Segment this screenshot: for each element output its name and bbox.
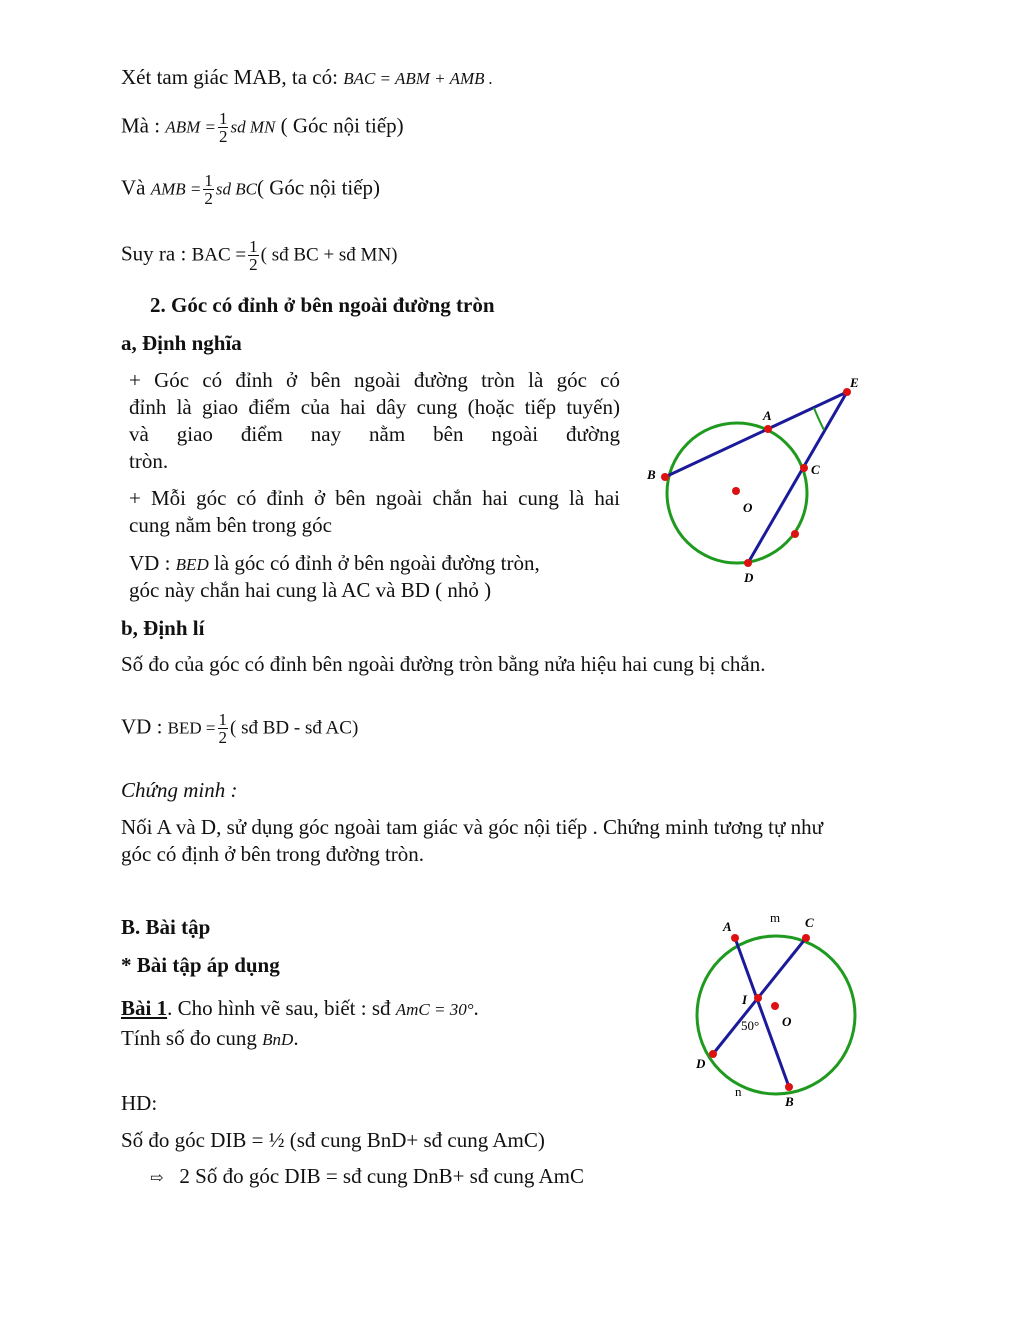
exercise-1-end: . bbox=[473, 996, 479, 1020]
point-C bbox=[802, 934, 810, 942]
point-I bbox=[754, 994, 762, 1002]
point-C bbox=[800, 464, 808, 472]
exercise-1-line-1 bbox=[121, 995, 479, 1023]
circle bbox=[697, 936, 855, 1094]
intro-line-1 bbox=[121, 64, 493, 92]
definition-p1-line-3: và giao điểm nay nằm bên ngoài đường bbox=[129, 422, 620, 446]
label-B: B bbox=[647, 467, 656, 482]
label-A: A bbox=[723, 919, 732, 934]
definition-p1-line-4: tròn. bbox=[129, 449, 169, 473]
point-D bbox=[709, 1050, 717, 1058]
arrow-icon: ⇨ bbox=[150, 1170, 164, 1187]
intro-line-4-math-left: BAC = bbox=[191, 244, 247, 266]
point-arc bbox=[791, 530, 799, 538]
theorem-example bbox=[121, 711, 358, 746]
hint-label: HD: bbox=[121, 1091, 158, 1115]
intro-line-3-fraction: $\frac{1}{2}$ bbox=[204, 171, 213, 208]
intro-line-1-text: Xét tam giác MAB, ta có: bbox=[121, 65, 338, 89]
label-angle: 50° bbox=[741, 1018, 760, 1033]
definition-p1-line-2: đỉnh là giao điểm của hai dây cung (hoặc tiếp tuyến) bbox=[129, 395, 620, 419]
point-O bbox=[771, 1002, 779, 1010]
label-C: C bbox=[805, 915, 814, 930]
intro-line-3-note: ( Góc nội tiếp) bbox=[257, 175, 381, 200]
intro-line-4-fraction: $\frac{1}{2}$ bbox=[249, 237, 258, 274]
exercise-1-line-2-text: Tính số đo cung bbox=[121, 1026, 257, 1050]
theorem-text: Số đo của góc có đỉnh bên ngoài đường tròn bằng nửa hiệu hai cung bị chắn. bbox=[121, 652, 766, 676]
intro-line-4 bbox=[121, 238, 398, 273]
exercise-1-line-2-end: . bbox=[293, 1026, 299, 1050]
point-A bbox=[764, 425, 772, 433]
definition-p2-line-2: cung nằm bên trong góc bbox=[129, 513, 332, 537]
example-rest: là góc có đỉnh ở bên ngoài đường tròn, bbox=[213, 551, 540, 575]
intro-line-1-math: BAC = ABM + AMB . bbox=[343, 69, 493, 88]
label-D: D bbox=[696, 1056, 706, 1071]
label-E: E bbox=[850, 375, 859, 390]
exercises-heading: B. Bài tập bbox=[121, 915, 211, 939]
label-B: B bbox=[785, 1094, 794, 1109]
definition-paragraph-2 bbox=[129, 485, 620, 539]
theorem-example-prefix: VD : bbox=[121, 714, 163, 739]
label-O: O bbox=[743, 500, 753, 515]
intro-line-4-math-right: ( sđ BC + sđ MN) bbox=[260, 244, 398, 266]
exercise-1-line-2 bbox=[121, 1025, 299, 1053]
definition-paragraph-1 bbox=[129, 367, 620, 475]
point-A bbox=[731, 934, 739, 942]
figure-exterior-angle bbox=[630, 360, 880, 600]
label-O: O bbox=[782, 1014, 792, 1029]
label-A: A bbox=[763, 408, 772, 423]
secant-EB bbox=[665, 392, 847, 477]
theorem-example-left: BED = bbox=[167, 718, 216, 738]
hint-line-2-text: 2 Số đo góc DIB = sđ cung DnB+ sđ cung AmC bbox=[179, 1164, 585, 1188]
proof-line-1: Nối A và D, sử dụng góc ngoài tam giác và góc nội tiếp . Chứng minh tương tự như bbox=[121, 815, 824, 839]
intro-line-3-math-left: AMB = bbox=[150, 179, 202, 199]
intro-line-2-note: ( Góc nội tiếp) bbox=[280, 113, 404, 138]
theorem-heading: b, Định lí bbox=[121, 616, 205, 640]
exercise-1-text: . Cho hình vẽ sau, biết : sđ bbox=[167, 996, 391, 1020]
chord-AB bbox=[735, 938, 789, 1087]
label-n: n bbox=[735, 1084, 742, 1099]
exercise-1-line-2-math: BnD bbox=[262, 1030, 294, 1049]
hint-line-1: Số đo góc DIB = ½ (sđ cung BnD+ sđ cung AmC) bbox=[121, 1128, 545, 1152]
exercise-1-label: Bài 1 bbox=[121, 996, 168, 1020]
label-m: m bbox=[770, 910, 781, 925]
intro-line-2-prefix: Mà : bbox=[121, 113, 161, 138]
point-D bbox=[744, 559, 752, 567]
label-C: C bbox=[811, 462, 820, 477]
proof-line-2: góc có định ở bên trong đường tròn. bbox=[121, 842, 425, 866]
theorem-example-fraction: $\frac{1}{2}$ bbox=[218, 710, 228, 747]
intro-line-3 bbox=[121, 172, 380, 207]
exercise-1-math: AmC = 30° bbox=[395, 1000, 474, 1019]
proof-heading: Chứng minh : bbox=[121, 778, 238, 802]
point-B bbox=[785, 1083, 793, 1091]
label-D: D bbox=[744, 570, 754, 585]
definition-p2-line-1: + Mỗi góc có đỉnh ở bên ngoài chắn hai cung là hai bbox=[129, 486, 620, 510]
intro-line-3-math-right: sd BC bbox=[215, 179, 257, 199]
point-B bbox=[661, 473, 669, 481]
intro-line-2-math-right: sd MN bbox=[230, 117, 276, 137]
intro-line-3-prefix: Và bbox=[121, 175, 146, 200]
label-I: I bbox=[742, 992, 748, 1007]
example-line-2: góc này chắn hai cung là AC và BD ( nhỏ ) bbox=[129, 578, 492, 602]
intro-line-4-prefix: Suy ra : bbox=[121, 241, 187, 266]
intro-line-2 bbox=[121, 110, 404, 145]
exercises-subheading: * Bài tập áp dụng bbox=[121, 953, 280, 977]
example-line-1 bbox=[129, 550, 620, 578]
theorem-example-right: ( sđ BD - sđ AC) bbox=[230, 717, 359, 739]
example-prefix: VD : bbox=[129, 551, 171, 575]
example-angle: BED bbox=[175, 555, 209, 574]
angle-arc-E bbox=[814, 408, 824, 430]
intro-line-2-math-left: ABM = bbox=[165, 117, 216, 137]
figure-interior-angle bbox=[680, 905, 880, 1115]
point-O bbox=[732, 487, 740, 495]
definition-heading: a, Định nghĩa bbox=[121, 331, 242, 355]
section-2-heading: 2. Góc có đỉnh ở bên ngoài đường tròn bbox=[150, 293, 495, 317]
intro-line-2-fraction: $\frac{1}{2}$ bbox=[218, 109, 228, 146]
hint-line-2 bbox=[150, 1163, 584, 1192]
definition-p1-line-1: + Góc có đỉnh ở bên ngoài đường tròn là góc có bbox=[129, 368, 620, 392]
